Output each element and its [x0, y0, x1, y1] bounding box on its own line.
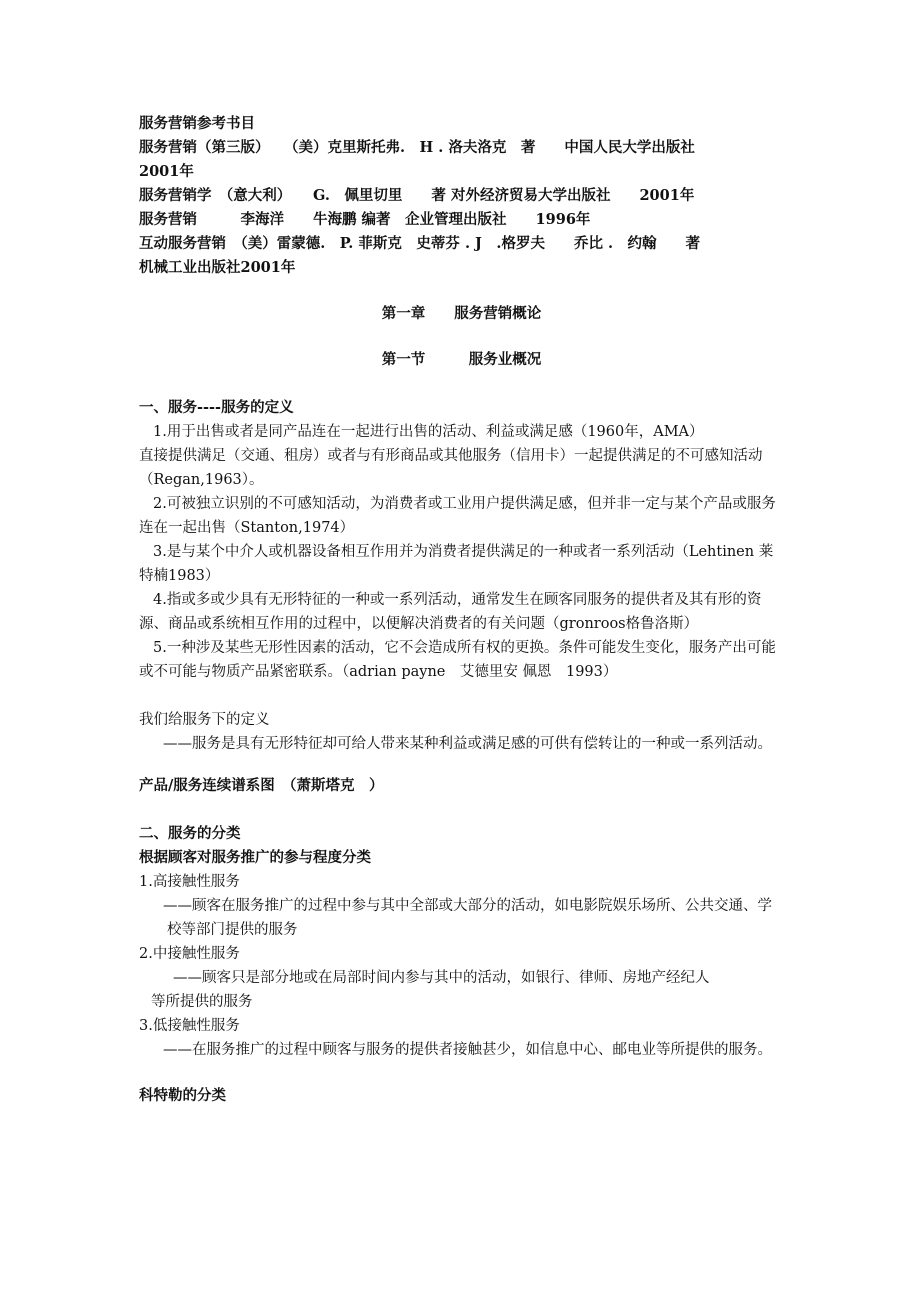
- reference-book-4-publisher: 机械工业出版社2001年: [139, 259, 296, 276]
- reference-book-4: 互动服务营销 （美）雷蒙德. P. 菲斯克 史蒂芬 . J .格罗夫 乔比 . 约翰 著: [139, 235, 701, 252]
- definition-1b: 直接提供满足（交通、租房）或者与有形商品或其他服务（信用卡）一起提供满足的不可感知活动（Regan,1963）。: [139, 448, 763, 488]
- category-1-title: 1.高接触性服务: [139, 874, 240, 890]
- category-3-title: 3.低接触性服务: [139, 1018, 240, 1034]
- part1-heading: 一、服务----服务的定义: [139, 399, 294, 416]
- reference-book-2: 服务营销学 （意大利） G. 佩里切里 著 对外经济贸易大学出版社 2001年: [139, 187, 695, 204]
- category-2-desc-b: 等所提供的服务: [151, 994, 253, 1010]
- chapter-title: 第一章 服务营销概论: [381, 305, 542, 322]
- definition-2: 2.可被独立识别的不可感知活动，为消费者或工业用户提供满足感，但并非一定与某个产品或服务连在一起出售（Stanton,1974）: [139, 496, 776, 536]
- our-definition-label: 我们给服务下的定义: [139, 712, 270, 728]
- reference-book-3: 服务营销 李海洋 牛海鹏 编著 企业管理出版社 1996年: [139, 211, 591, 228]
- category-3-desc: ——在服务推广的过程中顾客与服务的提供者接触甚少，如信息中心、邮电业等所提供的服务。: [163, 1042, 772, 1058]
- category-2-title: 2.中接触性服务: [139, 946, 240, 962]
- document-body: [139, 112, 784, 1108]
- reference-heading: 服务营销参考书目: [139, 115, 255, 132]
- definition-1a: 1.用于出售或者是同产品连在一起进行出售的活动、利益或满足感（1960年，AMA）: [153, 424, 704, 440]
- kotler-heading: 科特勒的分类: [139, 1087, 226, 1104]
- category-2-desc-a: ——顾客只是部分地或在局部时间内参与其中的活动，如银行、律师、房地产经纪人: [173, 970, 710, 986]
- part2-heading: 二、服务的分类: [139, 825, 241, 842]
- definition-3: 3.是与某个中介人或机器设备相互作用并为消费者提供满足的一种或者一系列活动（Lehtinen 莱特楠1983）: [139, 544, 774, 584]
- our-definition: ——服务是具有无形特征却可给人带来某种利益或满足感的可供有偿转让的一种或一系列活动。: [163, 736, 772, 752]
- reference-book-1-year: 2001年: [139, 163, 194, 180]
- definition-4: 4.指或多或少具有无形特征的一种或一系列活动，通常发生在顾客同服务的提供者及其有形的资源、商品或系统相互作用的过程中，以便解决消费者的有关问题（gronroos格鲁洛斯）: [139, 592, 762, 632]
- definition-5: 5.一种涉及某些无形性因素的活动，它不会造成所有权的更换。条件可能发生变化，服务产出可能或不可能与物质产品紧密联系。（adrian payne 艾德里安 佩恩 1993）: [139, 640, 776, 680]
- category-1-desc: ——顾客在服务推广的过程中参与其中全部或大部分的活动，如电影院娱乐场所、公共交通、学校等部门提供的服务: [163, 898, 772, 938]
- part2-subheading: 根据顾客对服务推广的参与程度分类: [139, 849, 371, 866]
- spectrum-heading: 产品/服务连续谱系图 （萧斯塔克 ）: [139, 777, 384, 794]
- section-title: 第一节 服务业概况: [381, 351, 542, 368]
- reference-book-1: 服务营销（第三版） （美）克里斯托弗. H . 洛夫洛克 著 中国人民大学出版社: [139, 139, 695, 156]
